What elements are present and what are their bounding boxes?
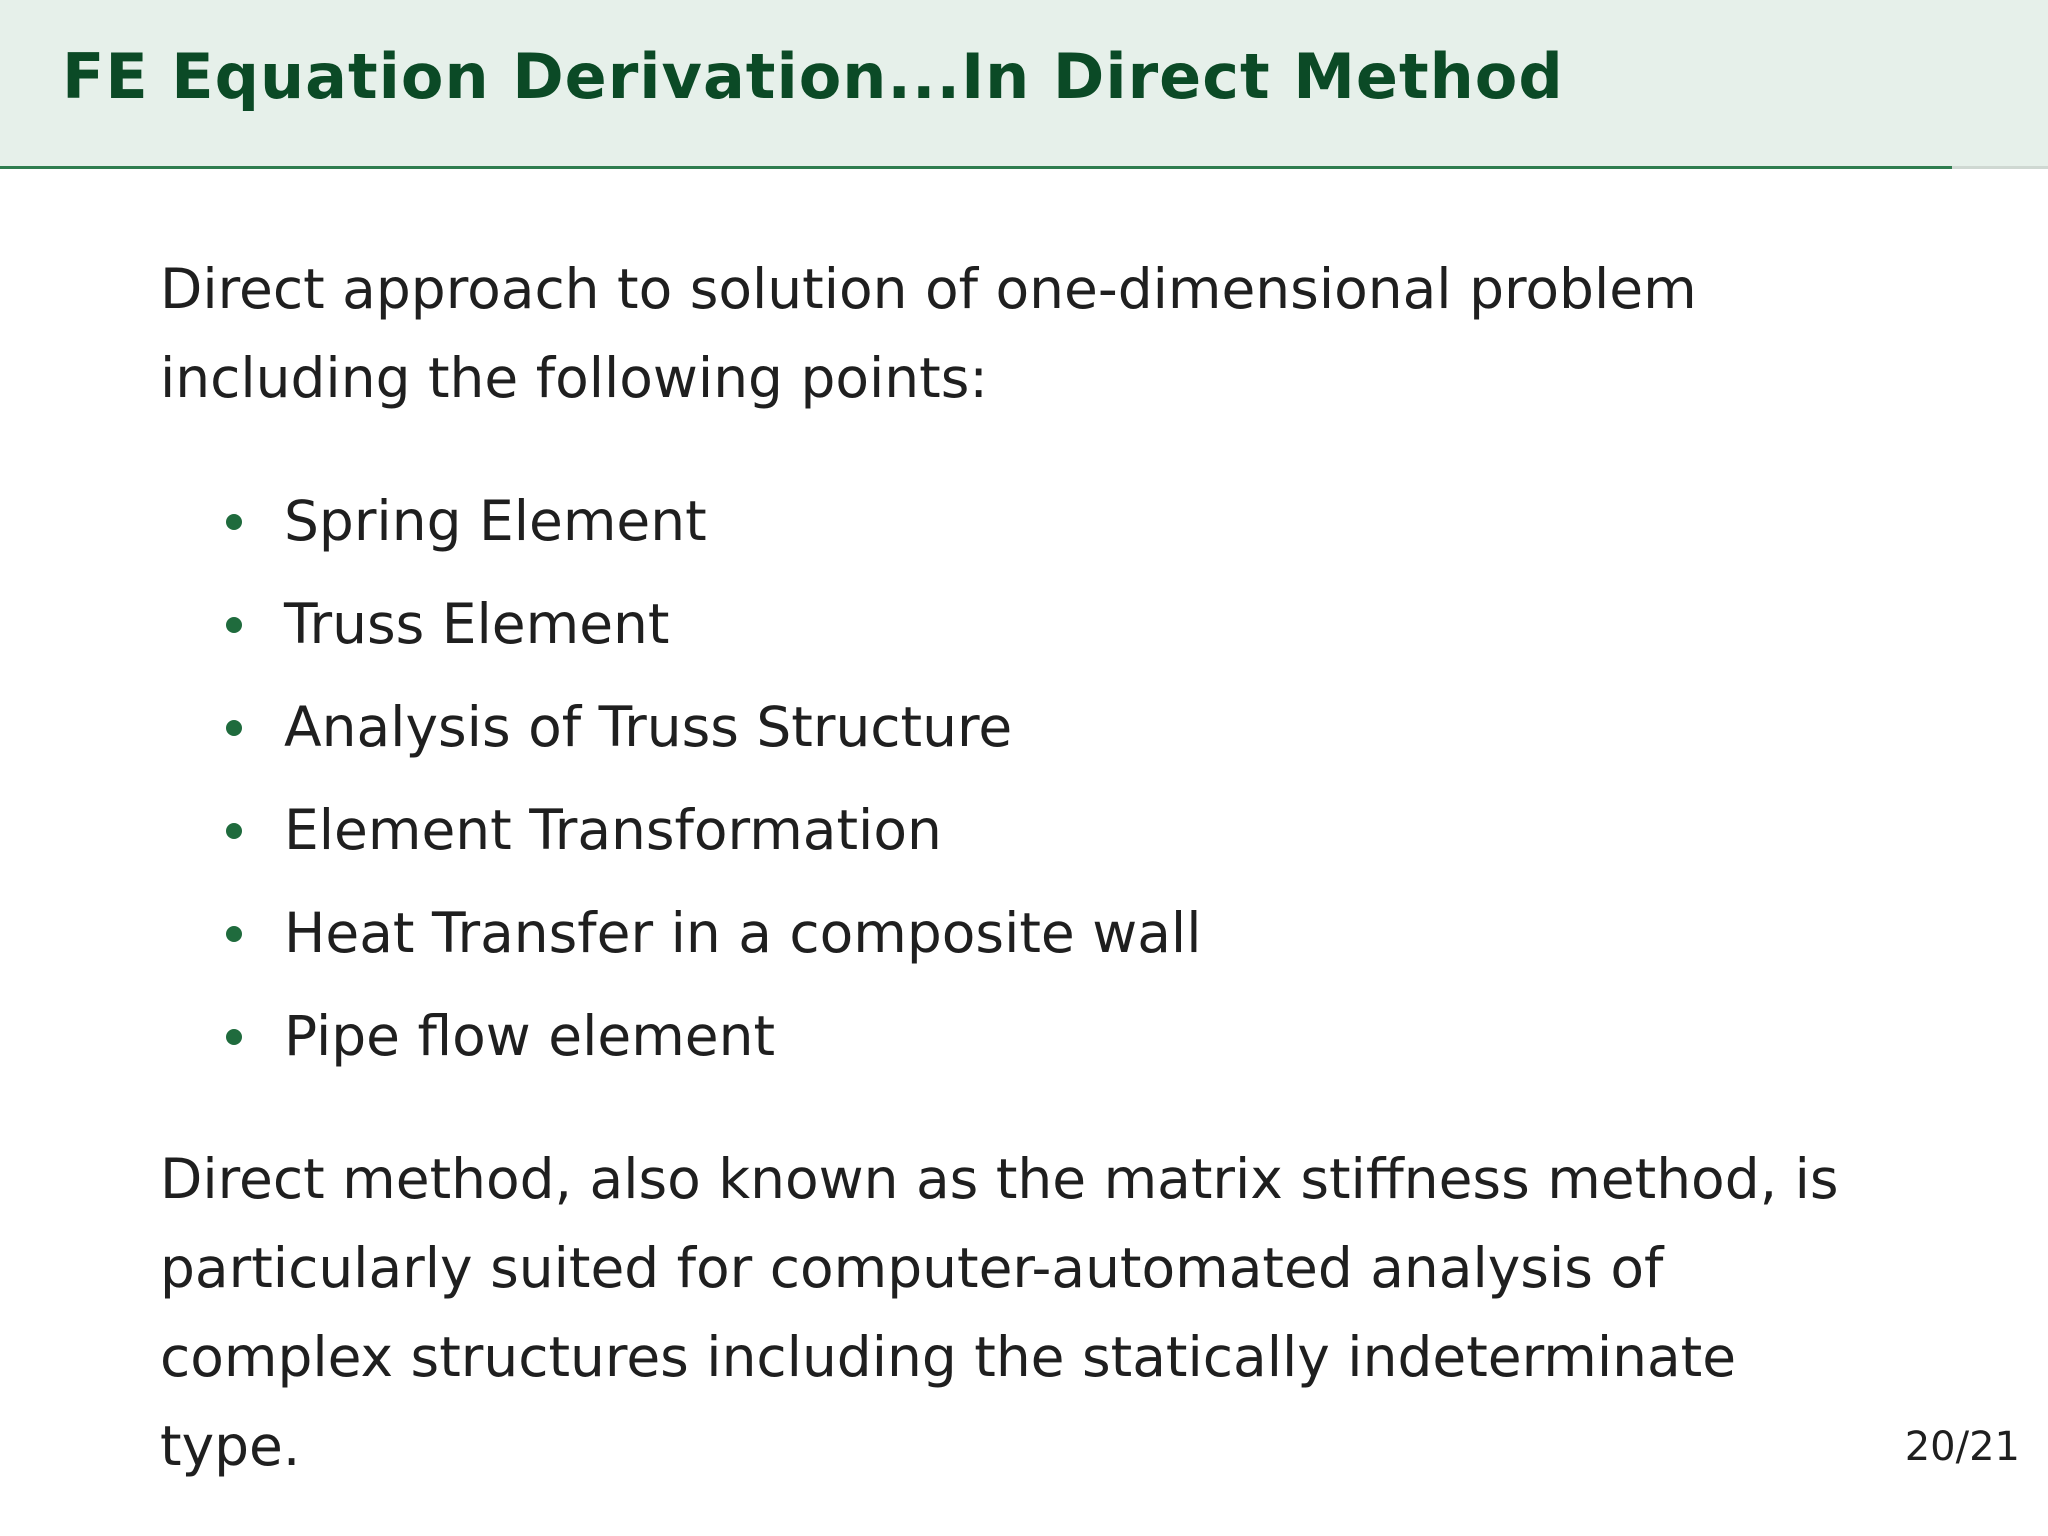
bullet-dot-icon [226, 720, 242, 736]
title-divider-tail [1952, 166, 2048, 169]
bullet-text: Analysis of Truss Structure [284, 695, 1013, 759]
title-bar [0, 0, 2048, 167]
conclusion-paragraph: Direct method, also known as the matrix stiffness method, is particularly suited for computer-automated analysis of complex structures including the statically indeterminate type. [160, 1147, 1839, 1478]
bullet-list [160, 470, 1880, 1088]
bullet-dot-icon [226, 617, 242, 633]
bullet-text: Heat Transfer in a composite wall [284, 901, 1202, 965]
bullet-item [160, 676, 1880, 779]
bullet-text: Truss Element [284, 592, 670, 656]
bullet-text: Spring Element [284, 489, 707, 553]
intro-paragraph: Direct approach to solution of one-dimensional problem including the following points: [160, 257, 1697, 410]
slide-title: FE Equation Derivation...In Direct Method [62, 40, 1564, 113]
bullet-text: Pipe flow element [284, 1004, 776, 1068]
bullet-text: Element Transformation [284, 798, 942, 862]
bullet-item [160, 985, 1880, 1088]
bullet-item [160, 779, 1880, 882]
bullet-dot-icon [226, 926, 242, 942]
bullet-item [160, 470, 1880, 573]
bullet-dot-icon [226, 823, 242, 839]
bullet-dot-icon [226, 1029, 242, 1045]
bullet-item [160, 573, 1880, 676]
bullet-dot-icon [226, 514, 242, 530]
slide-content [160, 245, 1880, 1491]
bullet-item [160, 882, 1880, 985]
title-divider [0, 166, 1952, 169]
page-number: 20/21 [1904, 1424, 2020, 1470]
